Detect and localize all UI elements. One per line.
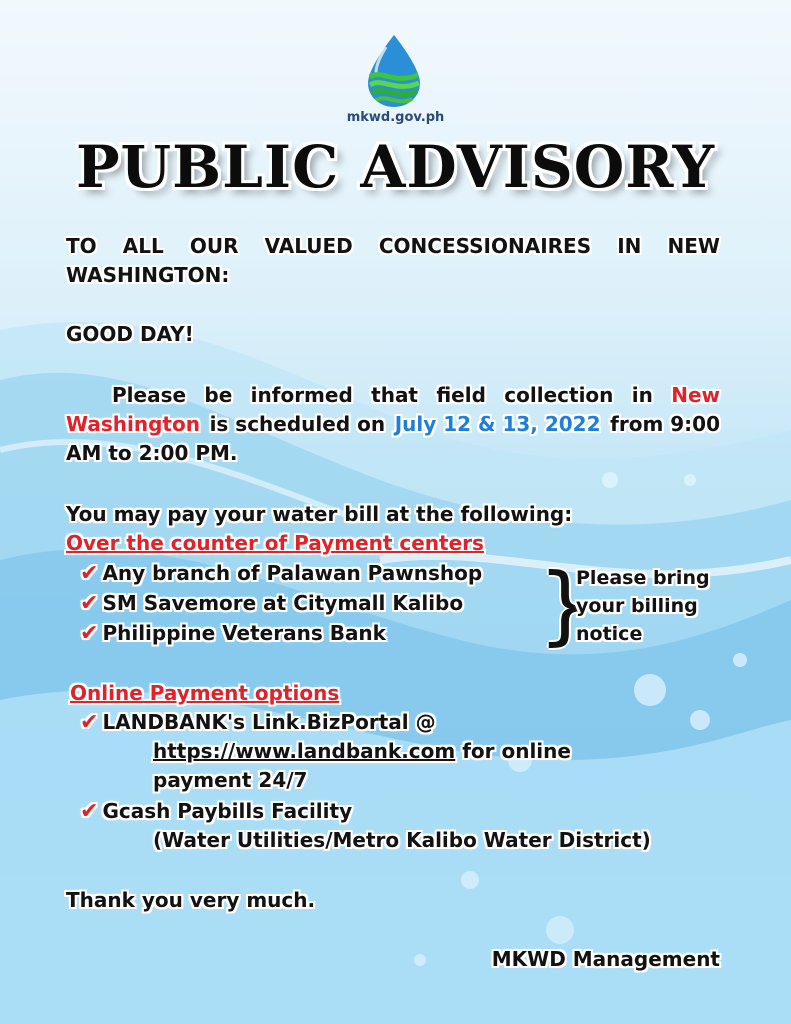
- website-url: mkwd.gov.ph: [346, 110, 445, 125]
- online-heading: Online Payment options: [70, 681, 340, 705]
- otc-item: ✔ Philippine Veterans Bank: [80, 621, 386, 646]
- town-highlight: New: [671, 383, 720, 407]
- address-line-1: TO ALL OUR VALUED CONCESSIONAIRES IN NEW: [66, 234, 720, 258]
- otc-item: ✔ SM Savemore at Citymall Kalibo: [80, 591, 464, 616]
- signature: MKWD Management: [491, 947, 720, 971]
- online-item-landbank-url-line: https://www.landbank.com for online: [153, 739, 571, 763]
- check-mark-icon: ✔: [80, 799, 99, 824]
- thanks-text: Thank you very much.: [66, 888, 316, 912]
- note-line: your billing: [576, 595, 698, 617]
- note-line: notice: [576, 623, 643, 645]
- online-item-gcash-detail: (Water Utilities/Metro Kalibo Water District): [153, 828, 651, 852]
- online-item-gcash: ✔ Gcash Paybills Facility: [80, 799, 353, 824]
- schedule-date: July 12 & 13, 2022: [394, 412, 601, 436]
- check-mark-icon: ✔: [80, 561, 99, 586]
- otc-heading: Over the counter of Payment centers: [66, 531, 484, 555]
- advisory-title: PUBLIC ADVISORY: [75, 133, 716, 201]
- greeting: GOOD DAY!: [66, 322, 194, 346]
- notice-line-1: Please be informed that field collection in New: [112, 383, 720, 407]
- notice-line-3: AM to 2:00 PM.: [66, 441, 238, 465]
- payment-intro: You may pay your water bill at the following:: [66, 502, 573, 526]
- landbank-link[interactable]: https://www.landbank.com: [153, 739, 456, 763]
- check-mark-icon: ✔: [80, 591, 99, 616]
- check-mark-icon: ✔: [80, 710, 99, 735]
- check-mark-icon: ✔: [80, 621, 99, 646]
- otc-item: ✔ Any branch of Palawan Pawnshop: [80, 561, 483, 586]
- online-item-landbank: ✔ LANDBANK's Link.BizPortal @: [80, 710, 436, 735]
- online-item-landbank-line3: payment 24/7: [153, 768, 308, 792]
- note-line: Please bring: [576, 567, 710, 589]
- address-line-2: WASHINGTON:: [66, 263, 230, 287]
- notice-line-2: Washington is scheduled on July 12 & 13, 2022 from 9:00: [66, 412, 720, 436]
- right-brace-icon: }: [538, 555, 593, 655]
- mkwd-logo-icon: [364, 33, 424, 109]
